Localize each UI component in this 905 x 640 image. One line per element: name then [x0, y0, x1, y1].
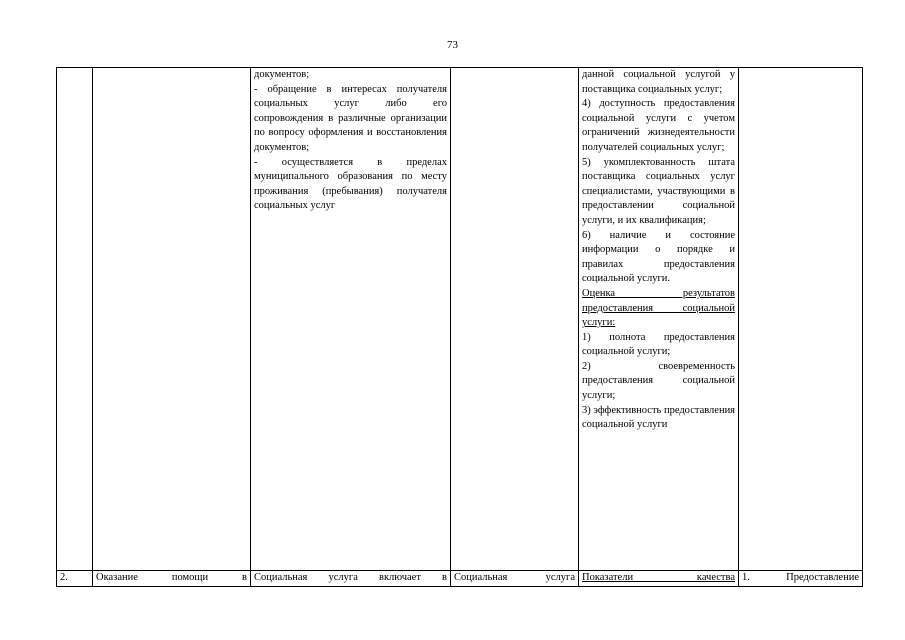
- table-row: [57, 68, 863, 571]
- cell-service-name: [93, 571, 251, 587]
- description-paragraph: - обращение в интересах получателя социальных услуг либо его сопровождения в различные организации по вопросу оформления и восстановления документов;: [254, 83, 447, 153]
- services-table: [56, 67, 863, 587]
- table-row: [57, 571, 863, 587]
- service-name: Оказание помощи в: [96, 572, 247, 584]
- cell-quality-indicators: [579, 68, 739, 571]
- conditions-text: 1. Предоставление: [742, 572, 859, 584]
- indicators-heading: Показатели качества: [582, 572, 735, 584]
- indicator-item: 4) доступность предоставления социальной услуги с учетом ограничений жизнедеятельности получателей социальных услуг;: [582, 98, 735, 153]
- cell-description: [251, 571, 451, 587]
- volume-text: Социальная услуга: [454, 572, 575, 584]
- cell-volume: [451, 571, 579, 587]
- cell-number: [57, 68, 93, 571]
- cell-conditions: [739, 68, 863, 571]
- row-number: 2.: [60, 572, 68, 584]
- cell-service-name: [93, 68, 251, 571]
- page-number: 73: [447, 39, 458, 51]
- cell-volume: [451, 68, 579, 571]
- cell-quality-indicators: [579, 571, 739, 587]
- result-item: 3) эффективность предоставления социальной услуги: [582, 404, 736, 431]
- results-heading: Оценка результатов предоставления социальной услуги:: [582, 287, 735, 329]
- cell-number: [57, 571, 93, 587]
- description-paragraph: - осуществляется в пределах муниципального образования по месту проживания (пребывания) получателя социальных услуг: [254, 156, 447, 212]
- result-item: 1) полнота предоставления социальной услуги;: [582, 331, 735, 358]
- indicator-item: данной социальной услугой у поставщика социальных услуг;: [582, 69, 735, 95]
- cell-description: [251, 68, 451, 571]
- result-item: 2) своевременность предоставления социальной услуги;: [582, 360, 735, 402]
- indicator-item: 6) наличие и состояние информации о порядке и правилах предоставления социальной услуги.: [582, 229, 735, 285]
- indicator-item: 5) укомплектованность штата поставщика социальных услуг специалистами, участвующими в предоставлении социальной услуги, и их квалификация;: [582, 156, 735, 226]
- description-paragraph: документов;: [254, 69, 310, 80]
- cell-conditions: [739, 571, 863, 587]
- description-text: Социальная услуга включает в: [254, 572, 447, 584]
